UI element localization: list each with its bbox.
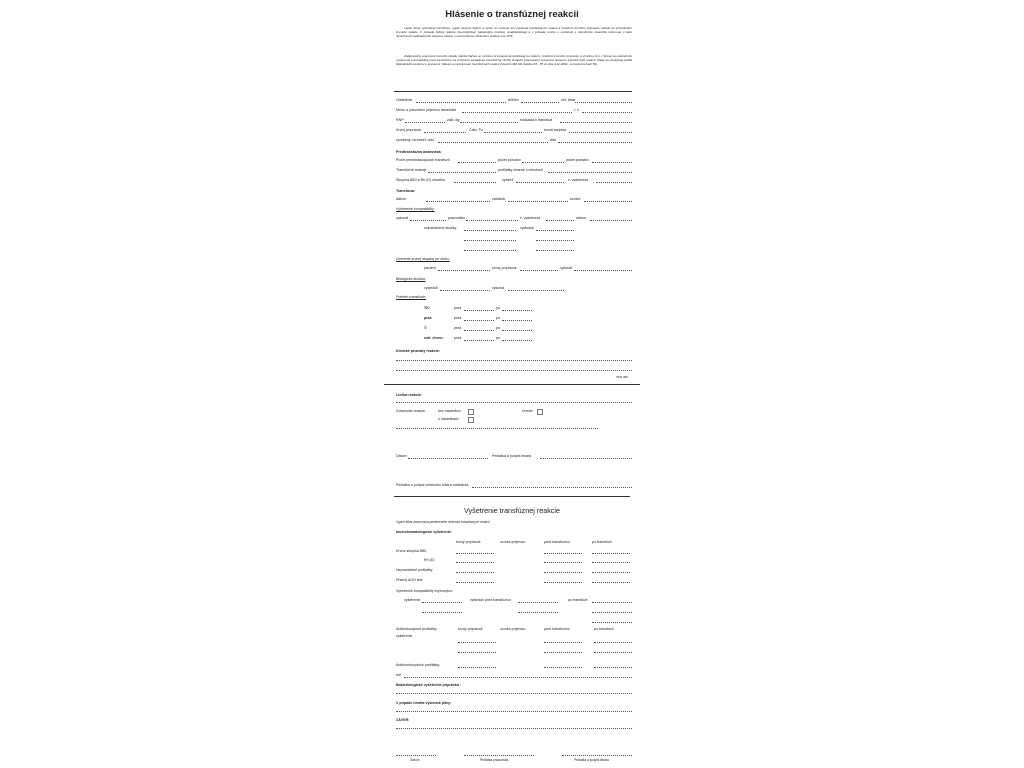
vital-pulse-before-field[interactable] (464, 320, 494, 321)
no-consequences-label: bez následkov (438, 409, 461, 413)
vital-tk-before-label: pred (454, 306, 462, 310)
abortions-field[interactable] (592, 162, 632, 163)
physician-label: ošt. lekár (561, 98, 576, 102)
abo-before-field[interactable] (544, 553, 582, 554)
antileuko-col-before: pred transfúziou (544, 627, 570, 631)
birth-number-label: r. č. (574, 108, 580, 112)
start-label: začiatok (492, 197, 506, 201)
treatment-date-field[interactable] (408, 458, 488, 459)
blood-product-label: Krvný prípravok (396, 128, 422, 132)
row-abo: Krvná skupina AB0 (396, 549, 427, 553)
irregular-before-field[interactable] (544, 572, 582, 573)
exam-no-label: č. vyšetrenia (568, 178, 589, 182)
bedside-check-heading: Overenie krvnej skupiny pri lôžku: (396, 257, 450, 261)
issue-date-label: dňa (550, 138, 556, 142)
antileuko-before-field-2[interactable] (544, 652, 582, 653)
clinical-signs-field-1[interactable] (396, 360, 632, 361)
report-title: Hlásenie o transfúznej reakcii (445, 9, 579, 20)
physician-field[interactable] (575, 102, 632, 103)
done-tests-field-3[interactable] (464, 250, 516, 251)
antileuko-col-product: krvný prípravok (458, 627, 483, 631)
vital-chem-after-label: po (496, 336, 500, 340)
bedside-product-label: krvný prípravok (492, 266, 517, 270)
unit-number-label: Číslo TU (469, 128, 483, 132)
antiplatelet-label: Antitrombocytové protilátky: (396, 663, 441, 667)
rh-before-field[interactable] (544, 562, 582, 563)
compat-result-field-3[interactable] (536, 250, 574, 251)
vital-chem-label: reál. chem.: (424, 336, 444, 340)
compat-before-field-2[interactable] (518, 612, 558, 613)
resolution-label: Zvládnutie reakcie (396, 409, 426, 413)
autopsy-field[interactable] (396, 711, 632, 712)
examined-by-field[interactable] (516, 182, 564, 183)
phone-label: telefón (508, 98, 519, 102)
abo-after-field[interactable] (592, 553, 630, 554)
births-label: počet pôrodov (498, 158, 521, 162)
dat-before-field[interactable] (544, 582, 582, 583)
col-product: krvný prípravok (456, 540, 481, 544)
row-dat: Priamy AGH test (396, 578, 423, 582)
antileuko-product-field[interactable] (458, 642, 496, 643)
diagnosis-label: zákl. dg. (447, 118, 461, 122)
compat-before-label: výsledok pred transfúziou (470, 598, 511, 602)
anamnesis-heading: Predtransfúzna anamnéza: (396, 150, 442, 154)
patient-name-field[interactable] (462, 112, 572, 113)
compat-exam-field[interactable] (422, 602, 462, 603)
head-signature-label: Pečiatka a podpis vedúceho lekára oddelenia (396, 483, 469, 487)
bio-performed-label: vykonal (492, 286, 505, 290)
vital-temp-before-field[interactable] (464, 330, 494, 331)
end-label: koniec (570, 197, 581, 201)
antileuko-after-field-2[interactable] (594, 652, 632, 653)
antileuko-label: Antileukocytové protilátky: (396, 627, 438, 631)
issued-by-field[interactable] (438, 142, 548, 143)
with-consequences-label: s následkami (438, 417, 459, 421)
vital-temp-after-field[interactable] (502, 330, 532, 331)
vital-tk-label: TK: (424, 306, 430, 310)
vital-tk-before-field[interactable] (464, 310, 494, 311)
exam-physician-signature-field[interactable] (562, 755, 632, 756)
treatment-date-label: Dátum (396, 454, 407, 458)
vital-pulse-before-label: pred (454, 316, 462, 320)
compat-date-field[interactable] (590, 220, 632, 221)
blood-group-label: krvná skupina (544, 128, 567, 132)
abo-product-field[interactable] (456, 553, 494, 554)
antileuko-col-after: po transfúzii (594, 627, 614, 631)
prior-reactions-label: Transfúzne reakcie (396, 168, 427, 172)
compat-exam-field-2[interactable] (422, 612, 462, 613)
other-field[interactable] (404, 677, 632, 678)
end-field[interactable] (584, 201, 632, 202)
workplace-label: pracovisko (448, 216, 466, 220)
performed-field[interactable] (410, 220, 446, 221)
vital-temp-before-label: pred (454, 326, 462, 330)
compat-after-field-2[interactable] (592, 612, 632, 613)
diagnosis-field[interactable] (460, 122, 518, 123)
death-label: Úmrtie (522, 409, 533, 413)
treatment-heading: Liečba reakcie: (396, 393, 422, 397)
rh-product-field[interactable] (456, 562, 494, 563)
issued-by-label: vyrobený na transf. odd. (396, 138, 435, 142)
form-code: OMZ 388 (616, 375, 628, 379)
prior-transfusions-label: Počet predchádzajúcich transfúzií (396, 158, 450, 162)
vital-chem-after-field[interactable] (502, 340, 532, 341)
treatment-field[interactable] (396, 402, 632, 403)
compat-exam-no-field[interactable] (546, 220, 574, 221)
transfusion-heading: Transfúzia: (396, 189, 415, 193)
compat-exam-label: vyšetrenie (404, 598, 421, 602)
compat-ery-label: Vyšetrenie kompatibility erytrocytov: (396, 589, 454, 593)
compat-before-field[interactable] (518, 602, 558, 603)
compatibility-heading: Vyšetrenie kompatibility: (396, 207, 435, 211)
exam-date-field[interactable] (396, 755, 436, 756)
compat-after-label: po transfúzii (568, 598, 588, 602)
antibodies-field[interactable] (548, 172, 632, 173)
vital-temp-label: T: (424, 326, 427, 330)
indication-label: Indikácia k transfúzii (520, 118, 553, 122)
irregular-product-field[interactable] (456, 572, 494, 573)
row-irregular-antibodies: Nepravidelné protilátky (396, 568, 433, 572)
birth-number-field[interactable] (582, 112, 632, 113)
abortions-label: počet potratov (566, 158, 589, 162)
vital-chem-before-label: pred (454, 336, 462, 340)
performed-label: vykonal (396, 216, 409, 220)
antileuko-after-field[interactable] (594, 642, 632, 643)
blood-product-field[interactable] (424, 132, 466, 133)
workplace-stamp-label: Pečiatka pracoviska (480, 758, 509, 762)
bio-performed-field[interactable] (508, 290, 564, 291)
compat-result-field-2[interactable] (536, 240, 574, 241)
department-label: Oddelenie (396, 98, 413, 102)
vital-pulse-label: pulz: (424, 316, 433, 320)
antiplatelet-before-field[interactable] (544, 667, 582, 668)
no-consequences-checkbox[interactable] (468, 409, 474, 415)
bedside-patient-field[interactable] (438, 270, 490, 271)
physician-signature-label: Pečiatka a podpis lekára (492, 454, 532, 458)
transfusion-date-field[interactable] (426, 201, 490, 202)
rh-after-field[interactable] (592, 562, 630, 563)
rnp-label: RNP (396, 118, 404, 122)
unit-number-field[interactable] (484, 132, 542, 133)
course-heading: Priebeh transfúzie: (396, 295, 426, 299)
department-field[interactable] (416, 102, 506, 103)
done-tests-field[interactable] (464, 230, 516, 231)
prior-transfusions-field[interactable] (458, 162, 496, 163)
workplace-stamp-field[interactable] (464, 755, 534, 756)
immuno-heading: Imunohematologické vyšetrenie: (396, 530, 452, 534)
blood-group-field[interactable] (569, 132, 632, 133)
prior-reactions-field[interactable] (428, 172, 496, 173)
antileuko-col-sample: vzorka príjemcu (500, 627, 526, 631)
rnp-field[interactable] (405, 122, 445, 123)
bedside-performed-field[interactable] (574, 270, 632, 271)
examined-by-label: vyšetril (502, 178, 514, 182)
irregular-after-field[interactable] (592, 572, 630, 573)
patient-name-label: Meno a priezvisko príjemcu transfúzie (396, 108, 457, 112)
col-after: po transfúzii (592, 540, 612, 544)
vital-pulse-after-label: po (496, 316, 500, 320)
vital-temp-after-label: po (496, 326, 500, 330)
autopsy-heading: V prípade úmrtia výsledok pitvy: (396, 701, 452, 705)
bedside-patient-label: pacient (424, 266, 436, 270)
exam-no-field[interactable] (596, 182, 632, 183)
bio-result-label: výsledok (424, 286, 438, 290)
compat-result-field[interactable] (536, 230, 574, 231)
compat-exam-no-label: č. vyšetrenia (520, 216, 541, 220)
conclusion-field[interactable] (396, 728, 632, 729)
transfusion-date-label: dátum (396, 197, 406, 201)
with-consequences-checkbox[interactable] (468, 417, 474, 423)
bacterio-heading: Bakteriologické vyšetrenie prípravku : (396, 683, 462, 687)
compat-date-label: dátum (576, 216, 586, 220)
compat-after-field-3[interactable] (592, 622, 632, 623)
intro-paragraph-2: Zodpovedný pracovník krvného skladu odošle tlačivo so vzorkou krvi pacienta odobratej po reakcii, zvyškom krvného prípravku a vzorkou krvi, z ktorej sa uskutočnilo vyšetrenie kompatibility pred transfúziou na príslušné zariadenie transfúznej služby (krajské pracovisko) poverené riešením transfúznych reakcií. Ďalej sa postupuje podľa Metodického pokynu o prevencii, hlásení a vyšetrovaní transfúznych reakcií (Vestník MZ SR čiastka 33 - 35 zo dňa 4.11.2002, normatívna časť 76). (396, 54, 632, 67)
clinical-signs-field-2[interactable] (396, 370, 632, 371)
consequences-field[interactable] (396, 428, 598, 429)
births-field[interactable] (522, 162, 564, 163)
col-sample: vzorka príjemcu (500, 540, 526, 544)
death-checkbox[interactable] (537, 409, 543, 415)
vital-pulse-after-field[interactable] (502, 320, 532, 321)
clinical-signs-heading: Klinické príznaky reakcie: (396, 349, 440, 353)
antileuko-product-field-2[interactable] (458, 652, 496, 653)
transfusion-report-form (384, 0, 640, 768)
conclusion-heading: ZÁVER: (396, 718, 410, 722)
antileuko-before-field[interactable] (544, 642, 582, 643)
vital-tk-after-label: po (496, 306, 500, 310)
compat-after-field[interactable] (592, 602, 632, 603)
patient-blood-group-label: Skupina AB0 a Rh (D) chorého (396, 178, 446, 182)
dat-after-field[interactable] (592, 582, 630, 583)
section-divider (384, 384, 640, 385)
bedside-product-field[interactable] (520, 270, 558, 271)
physician-signature-field[interactable] (540, 458, 632, 459)
done-tests-label: uskutočnené skúšky (424, 226, 457, 230)
biological-test-heading: Biologická skúška: (396, 277, 426, 281)
antiplatelet-after-field[interactable] (594, 667, 632, 668)
head-signature-field[interactable] (472, 487, 632, 488)
start-field[interactable] (508, 201, 568, 202)
intro-paragraph-1: Lekár, ktorý vykonával transfúziu, vyplní dvojmo tlačivo a spolu so vzorkou krvi pacienta odobratej po reakcii a zvyškom krvného prípravku odošle do príslušného krvného skladu. V prípade ťažkej reakcie (hemolytickej, bakteriálne toxickej, anafylaktickej) a v prípade úmrtia v súvislosti s transfúziou okamžite informuje o tejto skutočnosti nadriadeného lekára a ústavu s nemocničnou lekárskou službou pre LPS. (396, 26, 632, 39)
section-divider-2 (394, 496, 630, 497)
phone-field[interactable] (521, 102, 559, 103)
exam-note: Vyplní lekár pracoviska poveneného riešením transfúznych reakcií (396, 520, 490, 524)
exam-physician-signature-label: Pečiatka a podpis lekára (574, 758, 609, 762)
antibodies-label: protilátky zistené v minulosti (498, 168, 543, 172)
vital-chem-before-field[interactable] (464, 340, 494, 341)
antiplatelet-product-field[interactable] (458, 667, 496, 668)
patient-blood-group-field[interactable] (454, 182, 496, 183)
issue-date-field[interactable] (558, 142, 632, 143)
indication-field[interactable] (560, 122, 632, 123)
divider (394, 91, 632, 92)
done-tests-field-2[interactable] (464, 240, 516, 241)
other-label: Iné (396, 673, 401, 677)
bio-result-field[interactable] (440, 290, 490, 291)
exam-title: Vyšetrenie transfúznej reakcie (463, 506, 560, 515)
antileuko-exam-label: vyšetrenie (396, 634, 413, 638)
workplace-field[interactable] (466, 220, 518, 221)
vital-tk-after-field[interactable] (502, 310, 532, 311)
compat-result-label: výsledok (520, 226, 534, 230)
exam-date-label: Dátum (410, 758, 420, 762)
row-rh: Rh (D) (424, 558, 435, 562)
bedside-performed-label: vykonal (560, 266, 573, 270)
bacterio-field[interactable] (396, 693, 632, 694)
dat-product-field[interactable] (456, 582, 494, 583)
col-before: pred transfúziou (544, 540, 570, 544)
